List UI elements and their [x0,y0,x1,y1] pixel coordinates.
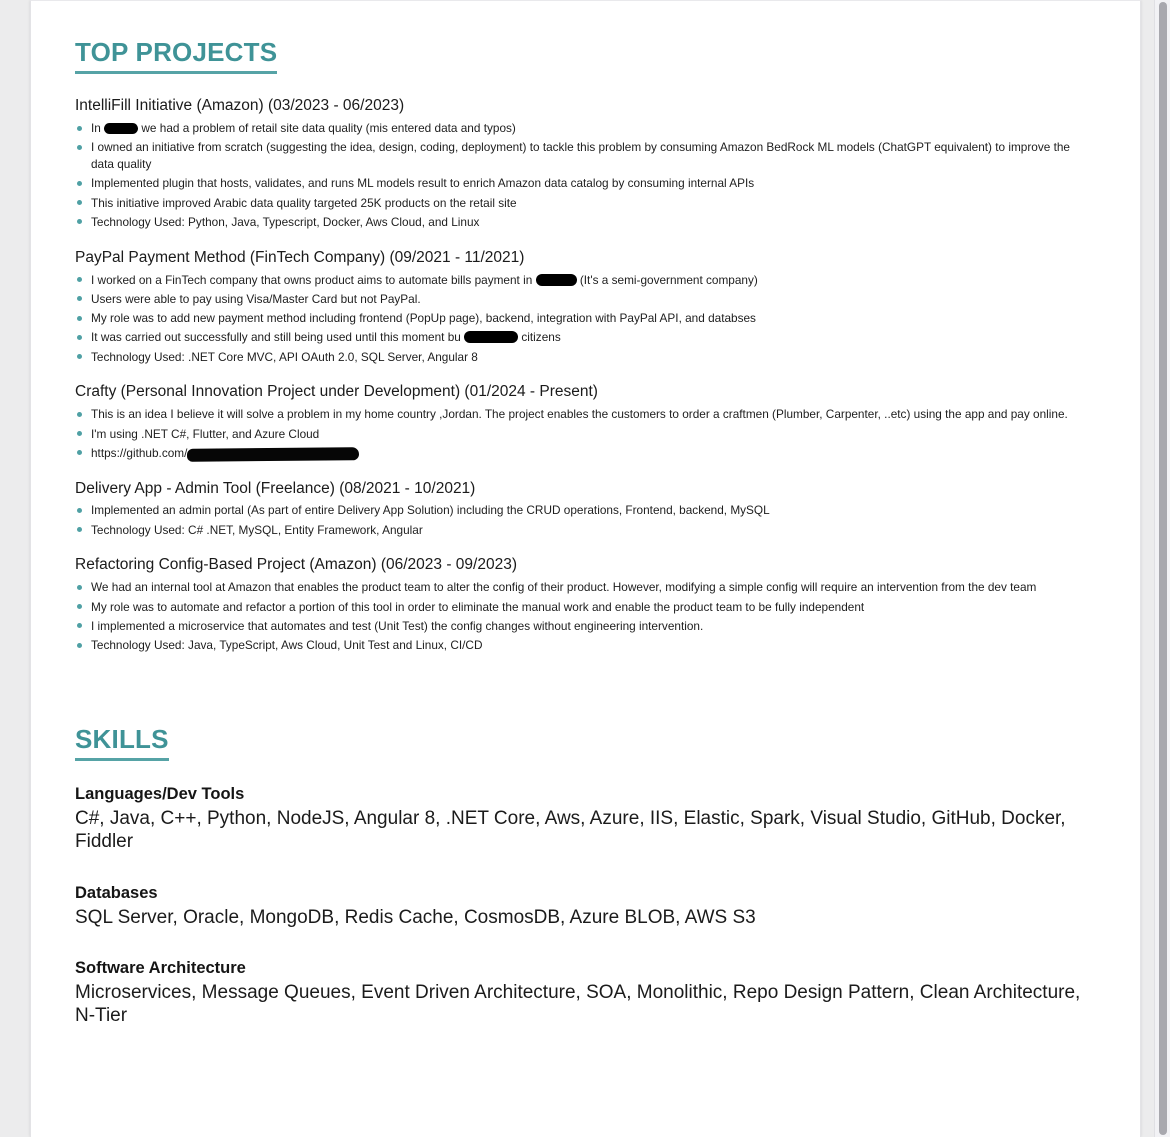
project-bullet-list [75,502,1090,538]
project-entry [75,555,1090,653]
project-bullet-list [75,120,1090,231]
project-bullet [75,502,1090,519]
project-entry [75,248,1090,366]
bullet-text-before-redaction: It was carried out successfully and still being used until this moment bu [91,330,465,345]
skills-heading-wrap [75,723,1090,761]
skill-group-body: SQL Server, Oracle, MongoDB, Redis Cache, CosmosDB, Azure BLOB, AWS S3 [75,906,756,928]
project-bullet [75,426,1090,443]
project-bullet [75,618,1090,635]
skills-list [75,783,1090,1027]
project-title: PayPal Payment Method (FinTech Company) (09/2021 - 11/2021) [75,248,525,266]
skill-group-title: Languages/Dev Tools [75,785,245,804]
redaction-mark [187,447,359,462]
project-entry [75,479,1090,539]
top-projects-section [75,39,1090,654]
project-bullet-list [75,406,1090,461]
bullet-text-after-redaction: we had a problem of retail site data quality (mis entered data and typos) [138,121,516,136]
skill-group [75,957,1090,1027]
bullet-text: Users were able to pay using Visa/Master Card but not PayPal. [91,291,421,306]
project-bullet-list [75,579,1090,654]
bullet-text: This is an idea I believe it will solve a problem in my home country ,Jordan. The project enables the customers to order a craftmen (Plumber, Carpenter, ..etc) using the app and pay online. [91,407,1068,422]
skills-section [75,723,1090,1027]
bullet-text: My role was to automate and refactor a portion of this tool in order to eliminate the manual work and enable the product team to be fully independent [91,599,865,614]
resume-page [30,0,1141,1137]
project-bullet [75,272,1090,289]
bullet-text: Technology Used: Python, Java, Typescript, Docker, Aws Cloud, and Linux [91,214,480,229]
bullet-text: I owned an initiative from scratch (suggesting the idea, design, coding, deployment) to tackle this problem by consuming Amazon BedRock ML models (ChatGPT equivalent) to improve the data quality [91,140,1070,172]
scrollbar-thumb[interactable] [1159,2,1167,1135]
redaction-mark [536,274,577,286]
section-heading-top-projects: TOP PROJECTS [75,39,277,74]
bullet-text: Technology Used: C# .NET, MySQL, Entity Framework, Angular [91,522,423,537]
bullet-text: Implemented an admin portal (As part of entire Delivery App Solution) including the CRUD operations, Frontend, backend, MySQL [91,503,770,518]
bullet-text: Technology Used: .NET Core MVC, API OAuth 2.0, SQL Server, Angular 8 [91,349,478,364]
bullet-text: This initiative improved Arabic data quality targeted 25K products on the retail site [91,195,517,210]
skill-group-body: C#, Java, C++, Python, NodeJS, Angular 8, .NET Core, Aws, Azure, IIS, Elastic, Spark, Visual Studio, GitHub, Docker, Fiddler [75,808,1066,853]
project-bullet [75,214,1090,231]
project-bullet [75,445,1090,462]
bullet-text-before-redaction: https://github.com/ [91,445,188,460]
skill-group-title: Databases [75,883,158,902]
project-bullet [75,406,1090,423]
projects-list [75,96,1090,654]
bullet-text-before-redaction: In [91,121,105,136]
project-bullet [75,120,1090,137]
skill-group [75,882,1090,929]
project-bullet [75,522,1090,539]
project-bullet [75,579,1090,596]
skill-group [75,783,1090,853]
project-bullet [75,599,1090,616]
project-bullet [75,175,1090,192]
redaction-mark [104,123,138,134]
skill-group-title: Software Architecture [75,958,246,977]
bullet-text: Technology Used: Java, TypeScript, Aws Cloud, Unit Test and Linux, CI/CD [91,638,483,653]
bullet-text: My role was to add new payment method including frontend (PopUp page), backend, integration with PayPal API, and databses [91,311,756,326]
bullet-text: I'm using .NET C#, Flutter, and Azure Cloud [91,426,320,441]
skill-group-body: Microservices, Message Queues, Event Driven Architecture, SOA, Monolithic, Repo Design Pattern, Clean Architecture, N-Tier [75,982,1081,1027]
bullet-text: Implemented plugin that hosts, validates, and runs ML models result to enrich Amazon data catalog by consuming internal APIs [91,176,755,191]
project-bullet-list [75,272,1090,366]
redaction-mark [464,331,518,343]
bullet-text: We had an internal tool at Amazon that enables the product team to alter the config of their product. However, modifying a simple config will require an intervention from the dev team [91,580,1037,595]
project-bullet [75,291,1090,308]
project-bullet [75,329,1090,346]
vertical-scrollbar[interactable] [1154,0,1170,1137]
project-title: Refactoring Config-Based Project (Amazon) (06/2023 - 09/2023) [75,556,517,574]
project-bullet [75,139,1090,173]
project-bullet [75,195,1090,212]
project-entry [75,96,1090,230]
bullet-text: I implemented a microservice that automates and test (Unit Test) the config changes without engineering intervention. [91,618,704,633]
project-title: IntelliFill Initiative (Amazon) (03/2023 - 06/2023) [75,97,405,115]
section-heading-skills: SKILLS [75,726,169,761]
project-title: Delivery App - Admin Tool (Freelance) (08/2021 - 10/2021) [75,479,476,497]
top-projects-heading-wrap [75,39,1090,74]
project-entry [75,382,1090,461]
project-bullet [75,349,1090,366]
bullet-text-before-redaction: I worked on a FinTech company that owns product aims to automate bills payment in [91,272,536,287]
project-bullet [75,637,1090,654]
bullet-text-after-redaction: (It's a semi-government company) [576,272,758,287]
bullet-text-after-redaction: citizens [518,330,561,345]
project-title: Crafty (Personal Innovation Project under Development) (01/2024 - Present) [75,383,598,401]
project-bullet [75,310,1090,327]
